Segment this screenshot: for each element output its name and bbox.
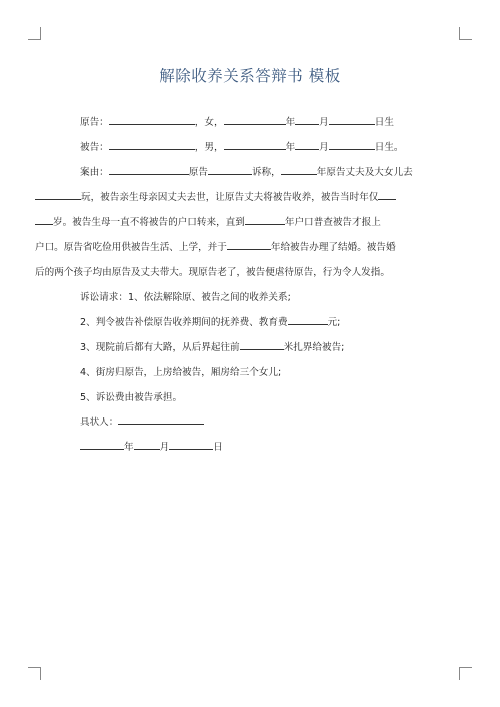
plaintiff-birth-month-blank[interactable] — [295, 112, 319, 125]
cause-line-3 — [35, 210, 436, 235]
signature-label: 具状人： — [80, 417, 119, 428]
claim-2-amount-blank[interactable] — [288, 312, 328, 325]
cause-text-9: 后的两个孩子均由原告及丈夫带大。现原告老了，被告便虐待原告，行为令人发指。 — [35, 267, 390, 278]
cause-text-2: 诉称， — [251, 167, 281, 178]
plaintiff-line — [80, 110, 436, 135]
cause-blank-5[interactable] — [378, 187, 396, 200]
claim-2-unit: 元; — [327, 317, 341, 328]
defendant-year-label: 年 — [285, 142, 296, 153]
signature-line — [80, 410, 436, 435]
cause-text-4: 玩，被告亲生母亲因丈夫去世，让原告丈夫将被告收养，被告当时年仅 — [81, 192, 379, 203]
claim-3-distance-blank[interactable] — [240, 337, 284, 350]
date-month-label: 月 — [159, 442, 170, 453]
date-line — [80, 435, 436, 460]
plaintiff-month-label: 月 — [319, 117, 329, 128]
defendant-birth-year-blank[interactable] — [224, 137, 286, 150]
date-day-label: 日 — [213, 442, 223, 453]
claim-4-text: 4、街房归原告，上房给被告，厢房给三个女儿; — [80, 367, 282, 378]
cause-text-7: 户口。原告省吃俭用供被告生活、上学，并于 — [35, 242, 227, 253]
cause-line-1 — [80, 160, 436, 185]
date-month-blank[interactable] — [134, 437, 160, 450]
cause-blank-7[interactable] — [245, 212, 285, 225]
cause-text-8: 年给被告办理了结婚。被告婚 — [270, 242, 396, 253]
plaintiff-label: 原告： — [80, 117, 109, 128]
defendant-birth-month-blank[interactable] — [295, 137, 319, 150]
defendant-label: 被告： — [80, 142, 109, 153]
cause-blank-1[interactable] — [109, 162, 189, 175]
cause-text-6: 年户口普查被告才报上 — [284, 217, 381, 228]
date-day-blank[interactable] — [169, 437, 213, 450]
defendant-month-label: 月 — [319, 142, 329, 153]
defendant-name-blank[interactable] — [109, 137, 195, 150]
cause-blank-2[interactable] — [208, 162, 252, 175]
cause-blank-8[interactable] — [227, 237, 271, 250]
cause-blank-4[interactable] — [35, 187, 81, 200]
claim-5 — [80, 385, 436, 410]
cause-line-4 — [35, 235, 436, 260]
plaintiff-birth-day-blank[interactable] — [329, 112, 375, 125]
page-corner-mark-bottom-left — [28, 667, 41, 680]
signature-blank[interactable] — [118, 412, 204, 425]
document-body — [35, 110, 436, 460]
cause-text-3: 年原告丈夫及大女儿去 — [316, 167, 413, 178]
cause-blank-3[interactable] — [281, 162, 317, 175]
cause-line-2 — [35, 185, 436, 210]
claim-2-text: 2、判令被告补偿原告收养期间的抚养费、教育费 — [80, 317, 288, 328]
page-corner-mark-top-right — [459, 27, 472, 40]
plaintiff-year-label: 年 — [285, 117, 296, 128]
defendant-gender: ，男， — [194, 142, 224, 153]
cause-blank-6[interactable] — [35, 212, 53, 225]
date-year-label: 年 — [124, 442, 134, 453]
page-corner-mark-bottom-right — [459, 667, 472, 680]
claim-3 — [80, 335, 436, 360]
cause-text-1: 原告 — [188, 167, 208, 178]
cause-label: 案由： — [80, 167, 109, 178]
claim-1 — [80, 285, 436, 310]
plaintiff-name-blank[interactable] — [109, 112, 195, 125]
claim-3-tail: 米扎界给被告; — [283, 342, 345, 353]
plaintiff-birth-year-blank[interactable] — [224, 112, 286, 125]
claim-4 — [80, 360, 436, 385]
defendant-birth-day-blank[interactable] — [329, 137, 375, 150]
cause-line-5 — [35, 260, 436, 285]
claim-3-text: 3、现院前后都有大路，从后界起往前 — [80, 342, 240, 353]
plaintiff-birth-label: 日生 — [374, 117, 394, 128]
cause-text-5: 岁。被告生母一直不将被告的户口转来，直到 — [53, 217, 245, 228]
document-title: 解除收养关系答辩书 模板 — [159, 67, 341, 85]
date-year-blank[interactable] — [80, 437, 124, 450]
defendant-birth-label: 日生。 — [374, 142, 404, 153]
plaintiff-gender: ，女， — [194, 117, 224, 128]
defendant-line — [80, 135, 436, 160]
page-corner-mark-top-left — [28, 27, 41, 40]
claim-2 — [80, 310, 436, 335]
claim-5-text: 5、诉讼费由被告承担。 — [80, 392, 183, 403]
claim-1-text: 诉讼请求：1、依法解除原、被告之间的收养关系; — [80, 292, 291, 303]
